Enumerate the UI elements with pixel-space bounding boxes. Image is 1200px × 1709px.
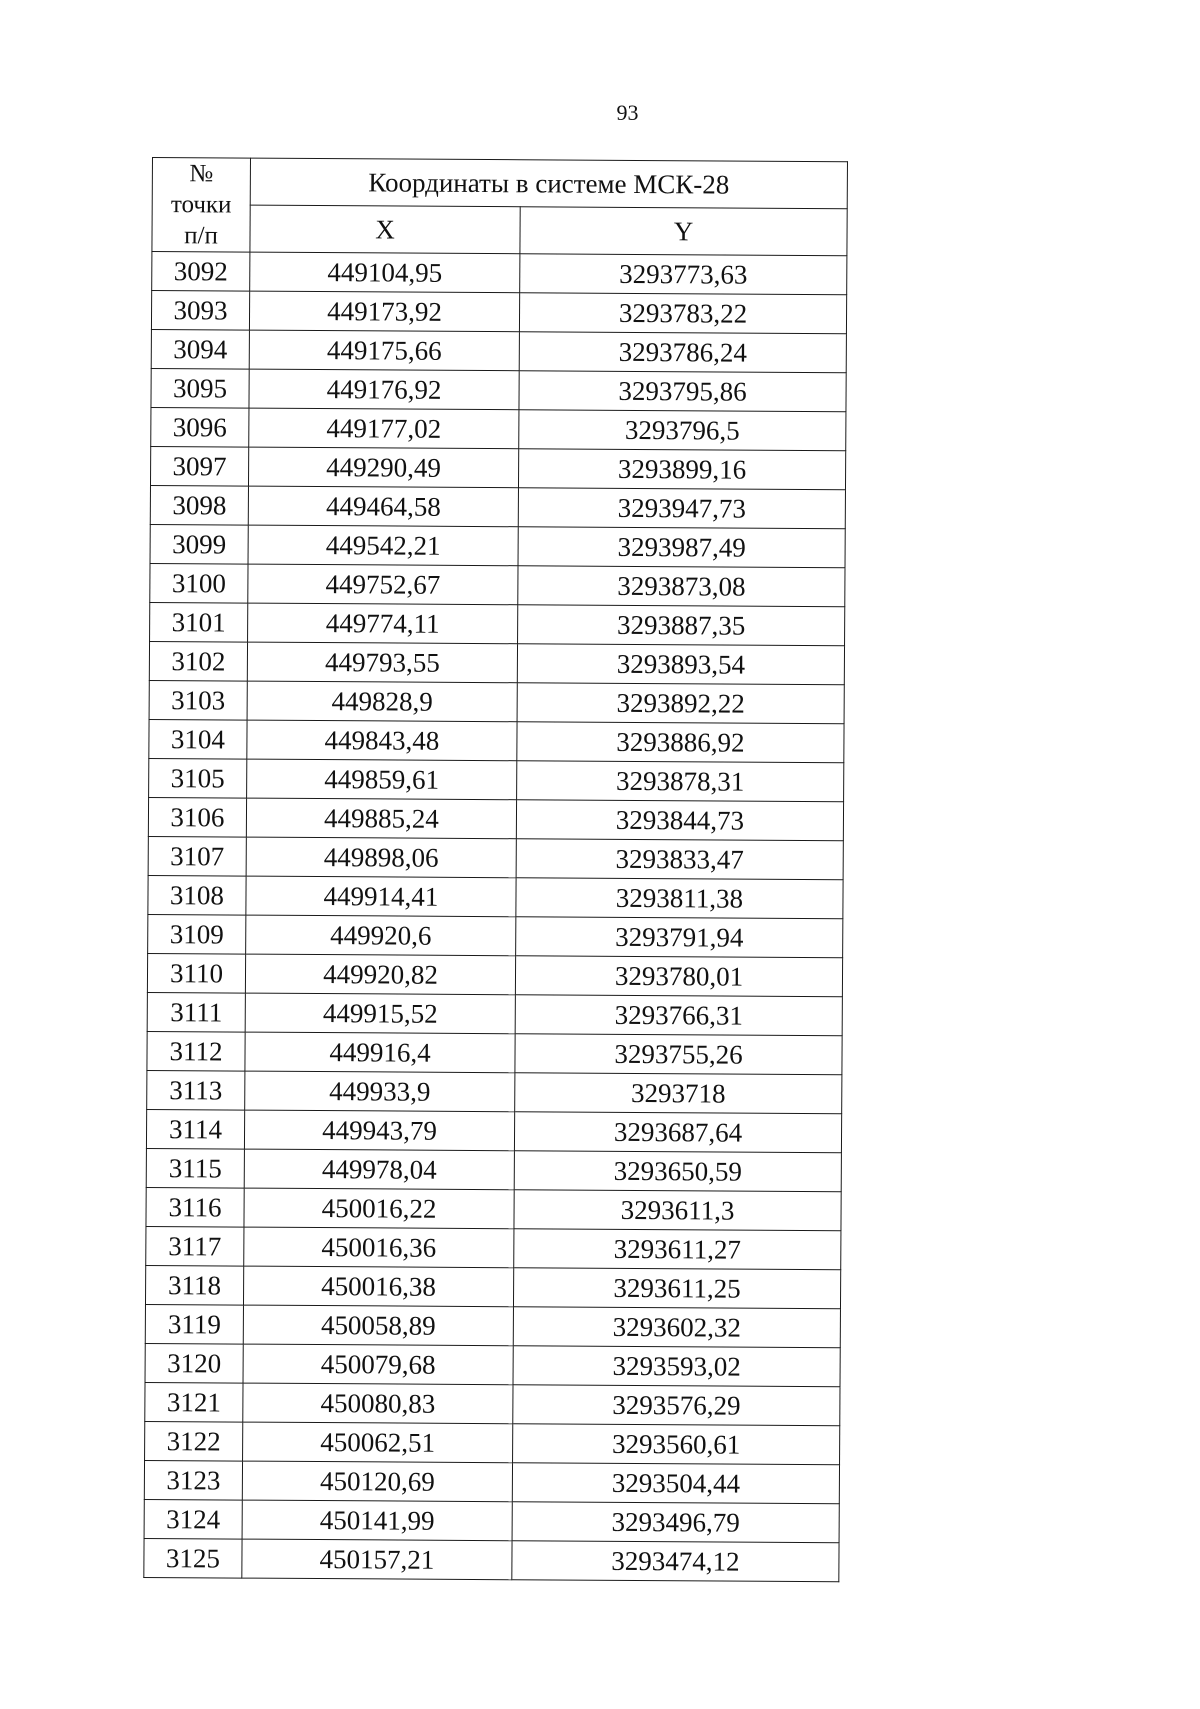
- cell-point-number: 3113: [147, 1070, 245, 1110]
- cell-point-number: 3124: [144, 1499, 242, 1539]
- page-number: 93: [616, 100, 639, 125]
- header-point-number: [152, 158, 251, 253]
- cell-y: 3293899,16: [518, 449, 845, 490]
- cell-y: 3293766,31: [515, 995, 842, 1036]
- table-row: [147, 1070, 842, 1113]
- cell-point-number: 3120: [145, 1343, 243, 1383]
- cell-x: 449914,41: [246, 876, 516, 917]
- cell-point-number: 3116: [146, 1187, 244, 1227]
- cell-x: 450016,38: [243, 1266, 513, 1307]
- cell-y: 3293687,64: [514, 1112, 841, 1153]
- cell-x: 450062,51: [243, 1422, 513, 1463]
- cell-point-number: 3121: [145, 1382, 243, 1422]
- cell-point-number: 3125: [144, 1538, 242, 1578]
- cell-point-number: 3119: [145, 1304, 243, 1344]
- table-row: [151, 407, 846, 450]
- table-row: [145, 1265, 840, 1308]
- table-row: [148, 836, 843, 879]
- cell-y: 3293504,44: [512, 1463, 839, 1504]
- table-row: [148, 797, 843, 840]
- cell-x: 449177,02: [249, 408, 519, 449]
- cell-x: 450058,89: [243, 1305, 513, 1346]
- table-row: [151, 329, 846, 372]
- cell-x: 450016,36: [244, 1227, 514, 1268]
- cell-y: 3293791,94: [516, 917, 843, 958]
- cell-x: 449464,58: [248, 486, 518, 527]
- table-row: [147, 1031, 842, 1074]
- cell-y: 3293576,29: [513, 1385, 840, 1426]
- cell-point-number: 3118: [145, 1265, 243, 1305]
- cell-point-number: 3105: [149, 758, 247, 798]
- table-row: [147, 953, 842, 996]
- cell-x: 449173,92: [249, 291, 519, 332]
- cell-x: 450016,22: [244, 1188, 514, 1229]
- cell-point-number: 3114: [146, 1109, 244, 1149]
- table-row: [144, 1499, 839, 1542]
- table-row: [149, 680, 844, 723]
- cell-point-number: 3111: [147, 992, 245, 1032]
- table-row: [151, 291, 846, 334]
- cell-y: 3293893,54: [517, 644, 844, 685]
- cell-x: 449752,67: [248, 564, 518, 605]
- cell-y: 3293611,3: [514, 1190, 841, 1231]
- cell-x: 449104,95: [250, 252, 520, 293]
- cell-y: 3293873,08: [518, 566, 845, 607]
- header-y: Y: [520, 207, 847, 256]
- table-row: [150, 446, 845, 489]
- table-row: [150, 485, 845, 528]
- cell-x: 449920,82: [245, 954, 515, 995]
- cell-y: 3293718: [515, 1073, 842, 1114]
- cell-y: 3293947,73: [518, 488, 845, 529]
- table-row: [150, 602, 845, 645]
- table-body: [144, 252, 847, 1582]
- cell-point-number: 3103: [149, 680, 247, 720]
- cell-y: 3293892,22: [517, 683, 844, 724]
- cell-x: 449943,79: [244, 1110, 514, 1151]
- cell-point-number: 3104: [149, 719, 247, 759]
- table-row: [144, 1460, 839, 1503]
- cell-x: 450157,21: [242, 1539, 512, 1580]
- table-row: [150, 524, 845, 567]
- cell-x: 449542,21: [248, 525, 518, 566]
- cell-point-number: 3106: [148, 797, 246, 837]
- table-row: [145, 1304, 840, 1347]
- cell-y: 3293795,86: [519, 371, 846, 412]
- cell-point-number: 3102: [149, 641, 247, 681]
- cell-x: 450141,99: [242, 1500, 512, 1541]
- cell-point-number: 3095: [151, 368, 249, 408]
- table-row: [151, 368, 846, 411]
- table-row: [148, 875, 843, 918]
- cell-x: 449933,9: [245, 1071, 515, 1112]
- table-row: [149, 758, 844, 801]
- table-row: [147, 992, 842, 1035]
- table-row: [146, 1109, 841, 1152]
- table-row: [148, 914, 843, 957]
- cell-x: 450120,69: [242, 1461, 512, 1502]
- cell-point-number: 3099: [150, 524, 248, 564]
- table-row: [144, 1538, 839, 1581]
- cell-point-number: 3092: [152, 252, 250, 292]
- cell-point-number: 3109: [148, 914, 246, 954]
- cell-point-number: 3115: [146, 1148, 244, 1188]
- cell-y: 3293844,73: [516, 800, 843, 841]
- cell-point-number: 3098: [150, 485, 248, 525]
- cell-y: 3293474,12: [512, 1541, 839, 1582]
- cell-x: 449290,49: [248, 447, 518, 488]
- cell-x: 449916,4: [245, 1032, 515, 1073]
- cell-x: 450080,83: [243, 1383, 513, 1424]
- cell-y: 3293796,5: [519, 410, 846, 451]
- cell-point-number: 3097: [150, 446, 248, 486]
- table-row: [146, 1187, 841, 1230]
- header-coordinates-title: Координаты в системе МСК-28: [250, 158, 847, 209]
- cell-point-number: 3101: [150, 602, 248, 642]
- cell-point-number: 3110: [147, 953, 245, 993]
- cell-y: 3293611,27: [514, 1229, 841, 1270]
- coordinates-table: [143, 157, 848, 1582]
- cell-y: 3293786,24: [519, 332, 846, 373]
- cell-y: 3293560,61: [513, 1424, 840, 1465]
- cell-point-number: 3096: [151, 407, 249, 447]
- cell-x: 449978,04: [244, 1149, 514, 1190]
- cell-y: 3293755,26: [515, 1034, 842, 1075]
- cell-point-number: 3122: [145, 1421, 243, 1461]
- cell-y: 3293611,25: [513, 1268, 840, 1309]
- header-num-word: точки: [170, 191, 232, 219]
- cell-y: 3293887,35: [518, 605, 845, 646]
- cell-x: 449920,6: [246, 915, 516, 956]
- table-row: [145, 1382, 840, 1425]
- table-row: [150, 563, 845, 606]
- cell-x: 449915,52: [245, 993, 515, 1034]
- table-row: [146, 1148, 841, 1191]
- cell-x: 449774,11: [248, 603, 518, 644]
- header-num-abbr: п/п: [184, 222, 218, 250]
- cell-x: 450079,68: [243, 1344, 513, 1385]
- cell-y: 3293496,79: [512, 1502, 839, 1543]
- table-row: [146, 1226, 841, 1269]
- cell-y: 3293987,49: [518, 527, 845, 568]
- table-row: [145, 1343, 840, 1386]
- cell-point-number: 3123: [144, 1460, 242, 1500]
- table-row: [149, 719, 844, 762]
- cell-x: 449859,61: [247, 759, 517, 800]
- cell-y: 3293780,01: [515, 956, 842, 997]
- cell-x: 449175,66: [249, 330, 519, 371]
- header-x: X: [250, 205, 520, 254]
- cell-point-number: 3100: [150, 563, 248, 603]
- cell-point-number: 3107: [148, 836, 246, 876]
- cell-x: 449843,48: [247, 720, 517, 761]
- cell-y: 3293886,92: [517, 722, 844, 763]
- cell-y: 3293593,02: [513, 1346, 840, 1387]
- cell-y: 3293650,59: [514, 1151, 841, 1192]
- table-row: [152, 252, 847, 295]
- table-row: [149, 641, 844, 684]
- cell-y: 3293783,22: [519, 293, 846, 334]
- cell-point-number: 3117: [146, 1226, 244, 1266]
- cell-x: 449828,9: [247, 681, 517, 722]
- table-row: [145, 1421, 840, 1464]
- cell-x: 449793,55: [247, 642, 517, 683]
- cell-point-number: 3112: [147, 1031, 245, 1071]
- cell-x: 449898,06: [246, 837, 516, 878]
- cell-x: 449176,92: [249, 369, 519, 410]
- cell-x: 449885,24: [246, 798, 516, 839]
- cell-y: 3293811,38: [516, 878, 843, 919]
- cell-point-number: 3093: [151, 291, 249, 331]
- cell-y: 3293878,31: [517, 761, 844, 802]
- cell-y: 3293773,63: [520, 254, 847, 295]
- header-num-sign: №: [189, 160, 214, 188]
- cell-y: 3293602,32: [513, 1307, 840, 1348]
- cell-point-number: 3094: [151, 329, 249, 369]
- cell-y: 3293833,47: [516, 839, 843, 880]
- cell-point-number: 3108: [148, 875, 246, 915]
